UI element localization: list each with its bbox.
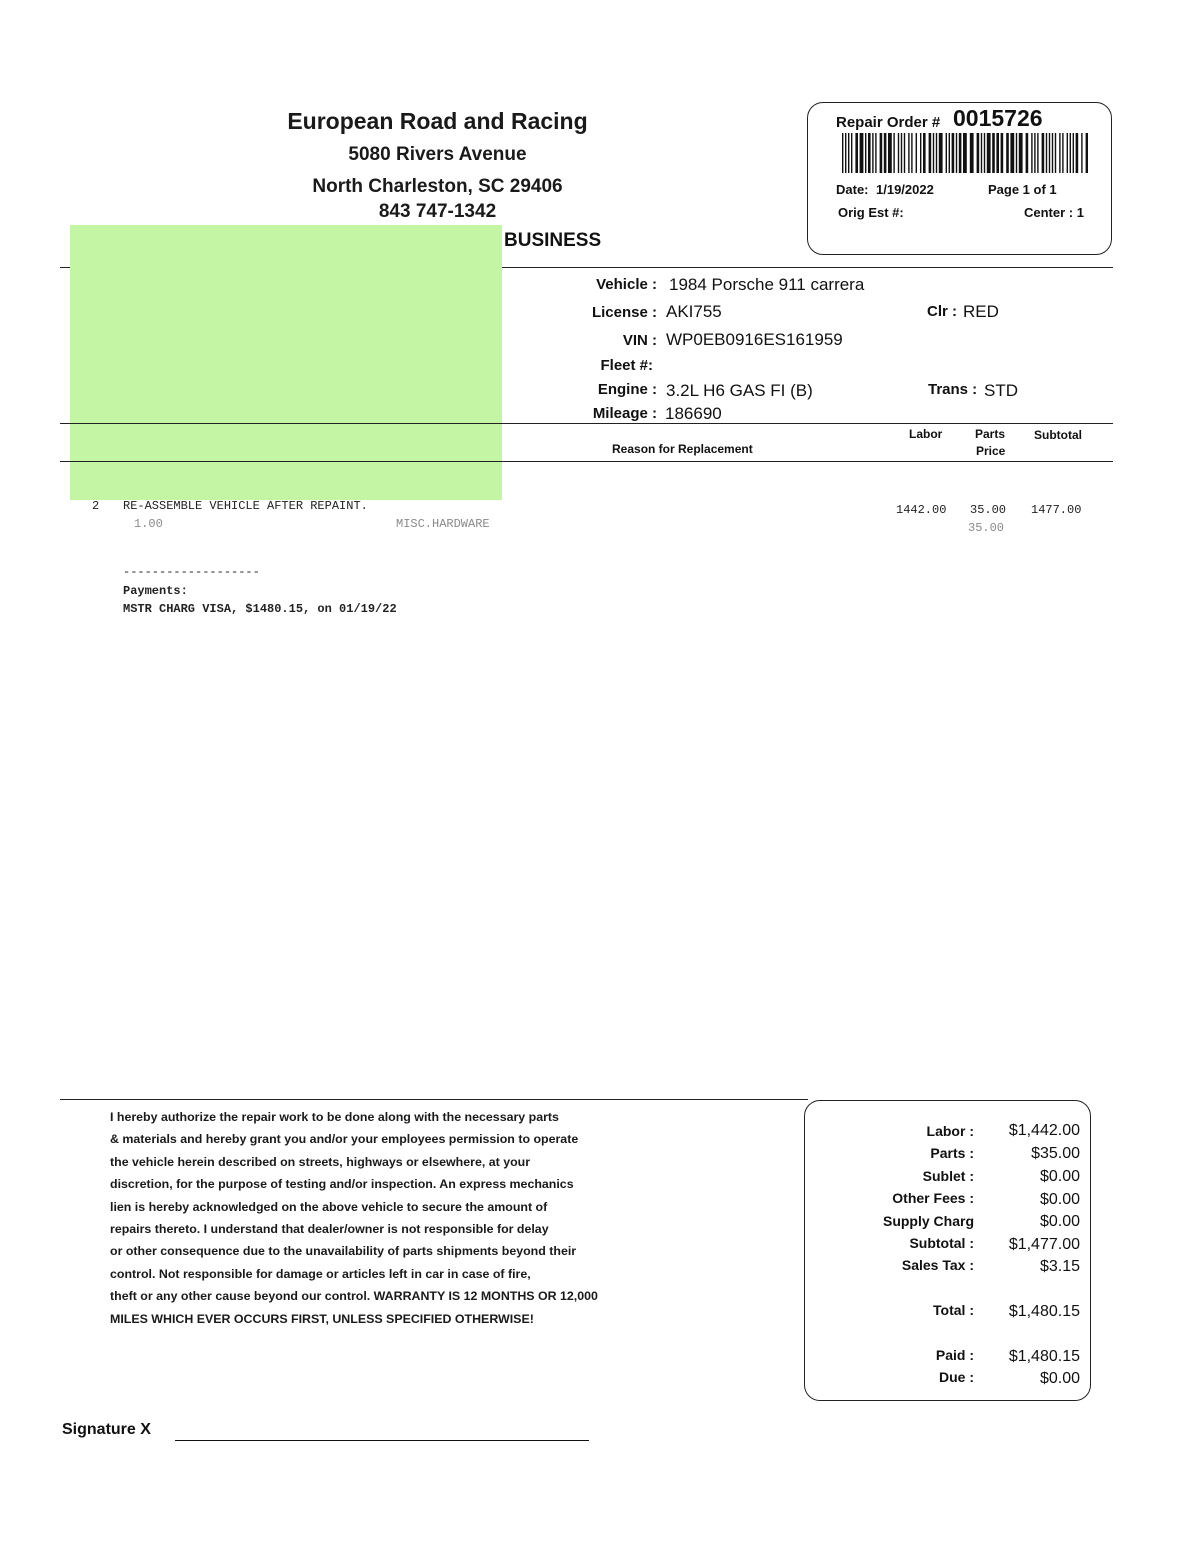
- redaction-block: [70, 225, 502, 500]
- total-parts-label: Parts :: [930, 1145, 974, 1161]
- signature-line[interactable]: [175, 1440, 589, 1441]
- vehicle-value: 1984 Porsche 911 carrera: [669, 275, 865, 294]
- line-item-parts: 35.00: [970, 503, 1007, 517]
- color-label: Clr :: [927, 303, 957, 320]
- grand-total-value: $1,480.15: [1008, 1303, 1080, 1320]
- repair-order-label: Repair Order #: [836, 114, 941, 131]
- due-value: $0.00: [1039, 1370, 1080, 1387]
- engine-value: 3.2L H6 GAS FI (B): [666, 381, 813, 400]
- total-sales-tax-label: Sales Tax :: [901, 1257, 974, 1273]
- legal-line: control. Not responsible for damage or articles left in car in case of fire,: [110, 1266, 531, 1281]
- total-labor-label: Labor :: [926, 1123, 974, 1139]
- line-item-labor: 1442.00: [896, 503, 947, 517]
- total-sales-tax-value: $3.15: [1039, 1258, 1080, 1275]
- total-other-fees-label: Other Fees :: [892, 1190, 974, 1206]
- total-parts-value: $35.00: [1031, 1145, 1080, 1162]
- color-value: RED: [963, 302, 999, 321]
- legal-line: & materials and hereby grant you and/or your employees permission to operate: [110, 1132, 579, 1147]
- fleet-label: Fleet #:: [600, 357, 653, 374]
- total-supply-label: Supply Charg: [882, 1213, 974, 1229]
- orig-est-label: Orig Est #:: [838, 205, 904, 220]
- legal-line: the vehicle herein described on streets, highways or elsewhere, at your: [110, 1154, 531, 1169]
- date-label: Date:: [836, 182, 869, 197]
- trans-value: STD: [984, 381, 1018, 400]
- legal-line: discretion, for the purpose of testing and/or inspection. An express mechanics: [110, 1177, 574, 1192]
- shop-address-line2: North Charleston, SC 29406: [312, 176, 563, 197]
- column-parts: Parts: [975, 427, 1006, 441]
- paid-label: Paid :: [935, 1347, 974, 1363]
- part-quantity: 1.00: [134, 517, 163, 531]
- payment-entry: MSTR CHARG VISA, $1480.15, on 01/19/22: [123, 602, 397, 616]
- customer-type: BUSINESS: [504, 230, 602, 251]
- grand-total-label: Total :: [933, 1302, 974, 1318]
- payments-separator: -------------------: [123, 565, 260, 579]
- legal-line: I hereby authorize the repair work to be done along with the necessary parts: [110, 1110, 559, 1124]
- total-labor-value: $1,442.00: [1008, 1122, 1080, 1139]
- due-label: Due :: [939, 1369, 974, 1385]
- total-sublet-label: Sublet :: [922, 1168, 974, 1184]
- vehicle-label: Vehicle :: [596, 276, 657, 293]
- vin-value: WP0EB0916ES161959: [666, 330, 843, 349]
- barcode-icon: [842, 133, 1088, 173]
- legal-authorization-text: [110, 1106, 650, 1330]
- column-price: Price: [976, 444, 1006, 458]
- mileage-label: Mileage :: [592, 405, 657, 422]
- legal-line: theft or any other cause beyond our control. WARRANTY IS 12 MONTHS OR 12,000: [110, 1289, 598, 1304]
- part-price: 35.00: [968, 521, 1005, 535]
- vin-label: VIN :: [622, 332, 657, 349]
- engine-label: Engine :: [597, 381, 657, 398]
- center-indicator: Center : 1: [1024, 205, 1084, 220]
- footer-rule: [60, 1099, 808, 1100]
- line-item-description: RE-ASSEMBLE VEHICLE AFTER REPAINT.: [123, 499, 368, 513]
- legal-line: MILES WHICH EVER OCCURS FIRST, UNLESS SPECIFIED OTHERWISE!: [110, 1311, 534, 1326]
- total-supply-value: $0.00: [1039, 1213, 1080, 1230]
- license-value: AKI755: [666, 302, 722, 321]
- total-subtotal-label: Subtotal :: [909, 1235, 974, 1251]
- repair-order-date: 1/19/2022: [876, 182, 934, 197]
- legal-line: repairs thereto. I understand that dealer/owner is not responsible for delay: [110, 1222, 549, 1237]
- license-label: License :: [591, 304, 657, 321]
- column-labor: Labor: [909, 427, 943, 441]
- repair-order-number: 0015726: [953, 105, 1043, 131]
- total-sublet-value: $0.00: [1039, 1168, 1080, 1185]
- payments-label: Payments:: [123, 584, 188, 598]
- line-item-number: 2: [92, 499, 100, 513]
- shop-name: European Road and Racing: [287, 108, 588, 134]
- line-item-subtotal: 1477.00: [1031, 503, 1082, 517]
- legal-line: lien is hereby acknowledged on the above vehicle to secure the amount of: [110, 1199, 548, 1214]
- page-indicator: Page 1 of 1: [988, 182, 1057, 197]
- column-subtotal: Subtotal: [1034, 428, 1082, 442]
- legal-line: or other consequence due to the unavailability of parts shipments beyond their: [110, 1244, 577, 1259]
- part-description: MISC.HARDWARE: [396, 517, 490, 531]
- mileage-value: 186690: [665, 404, 722, 423]
- total-subtotal-value: $1,477.00: [1008, 1236, 1080, 1253]
- shop-phone: 843 747-1342: [378, 201, 497, 222]
- shop-address-line1: 5080 Rivers Avenue: [348, 144, 527, 165]
- column-rule-top: [60, 423, 1113, 424]
- column-reason: Reason for Replacement: [612, 442, 753, 456]
- paid-value: $1,480.15: [1008, 1348, 1080, 1365]
- trans-label: Trans :: [928, 381, 978, 398]
- column-rule-bottom: [60, 461, 1113, 462]
- signature-label: Signature X: [62, 1421, 151, 1438]
- total-other-fees-value: $0.00: [1039, 1191, 1080, 1208]
